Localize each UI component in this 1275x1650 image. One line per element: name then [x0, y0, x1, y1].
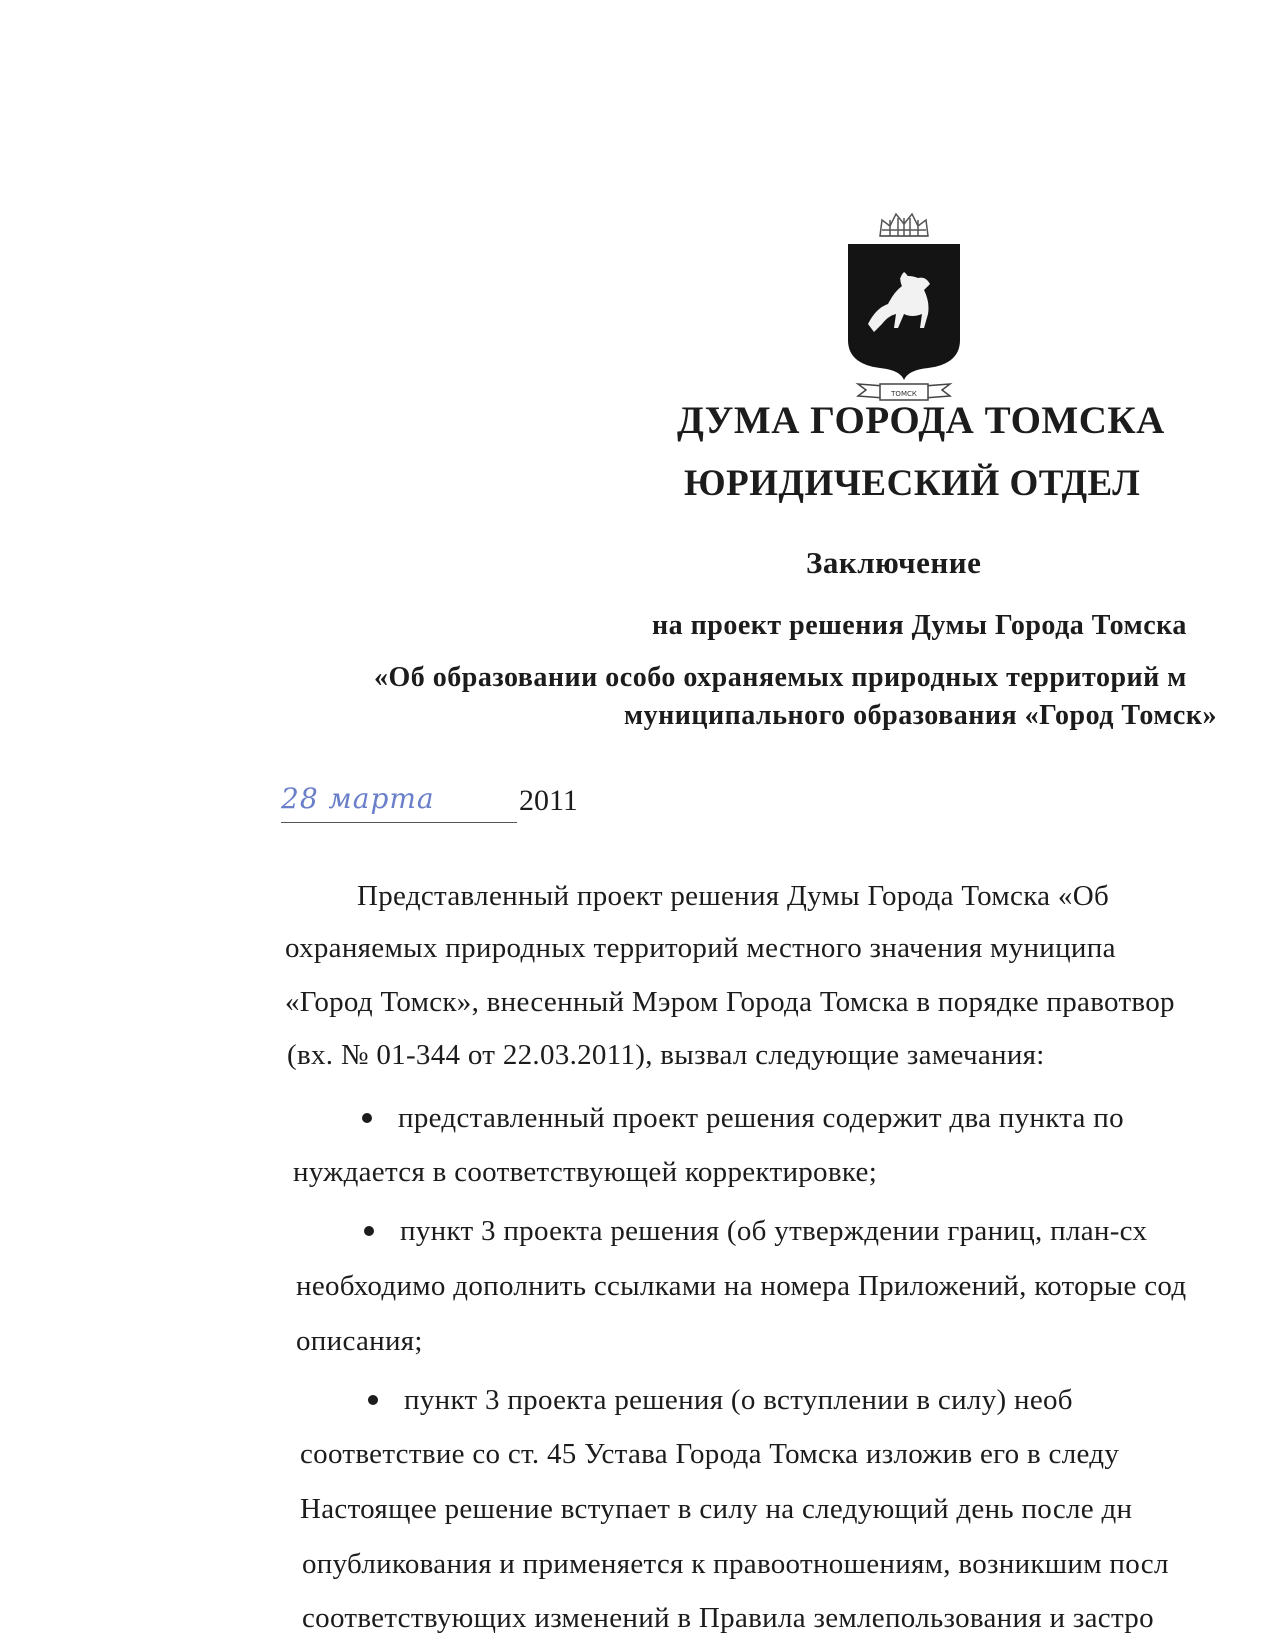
paragraph-line: (вх. № 01-344 от 22.03.2011), вызвал следующие замечания: — [287, 1039, 1045, 1071]
paragraph-line: Представленный проект решения Думы Города Томска «Об — [357, 880, 1109, 912]
document-date — [281, 780, 581, 826]
date-year: 2011 — [519, 784, 578, 817]
paragraph-line: нуждается в соответствующей корректировке; — [293, 1156, 878, 1188]
subject-line-3: муниципального образования «Город Томск» — [624, 700, 1217, 731]
handwritten-date: 28 марта — [281, 782, 435, 815]
bullet-text: пункт 3 проекта решения (об утверждении границ, план-сх — [400, 1215, 1148, 1247]
paragraph-line: «Город Томск», внесенный Мэром Города Томска в порядке правотвор — [285, 986, 1175, 1018]
svg-text:ТОМСК: ТОМСК — [891, 390, 917, 398]
organization-title: ДУМА ГОРОДА ТОМСКА — [677, 399, 1165, 442]
paragraph-line: необходимо дополнить ссылками на номера Приложений, которые сод — [296, 1270, 1187, 1302]
subject-line-1: на проект решения Думы Города Томска — [652, 610, 1187, 641]
bullet-icon — [362, 1113, 372, 1123]
subject-line-2: «Об образовании особо охраняемых природных территорий м — [374, 662, 1187, 693]
bullet-item — [362, 1102, 1124, 1135]
bullet-icon — [368, 1395, 378, 1405]
bullet-item — [368, 1384, 1073, 1417]
paragraph-line: опубликования и применяется к правоотношениям, возникшим посл — [302, 1548, 1169, 1580]
document-type-title: Заключение — [806, 545, 982, 580]
bullet-item — [364, 1215, 1147, 1248]
paragraph-line: описания; — [296, 1325, 423, 1357]
paragraph-line: охраняемых природных территорий местного значения муниципа — [285, 932, 1116, 964]
paragraph-line: Настоящее решение вступает в силу на следующий день после дн — [300, 1493, 1133, 1525]
department-title: ЮРИДИЧЕСКИЙ ОТДЕЛ — [684, 463, 1141, 504]
bullet-text: пункт 3 проекта решения (о вступлении в силу) необ — [404, 1384, 1073, 1416]
tomsk-coat-of-arms — [838, 206, 970, 412]
paragraph-line: соответствующих изменений в Правила землепользования и застро — [302, 1602, 1154, 1634]
bullet-icon — [364, 1226, 374, 1236]
paragraph-line: соответствие со ст. 45 Устава Города Томска изложив его в следу — [300, 1438, 1120, 1470]
bullet-text: представленный проект решения содержит два пункта по — [398, 1102, 1124, 1134]
date-underline — [281, 822, 517, 823]
